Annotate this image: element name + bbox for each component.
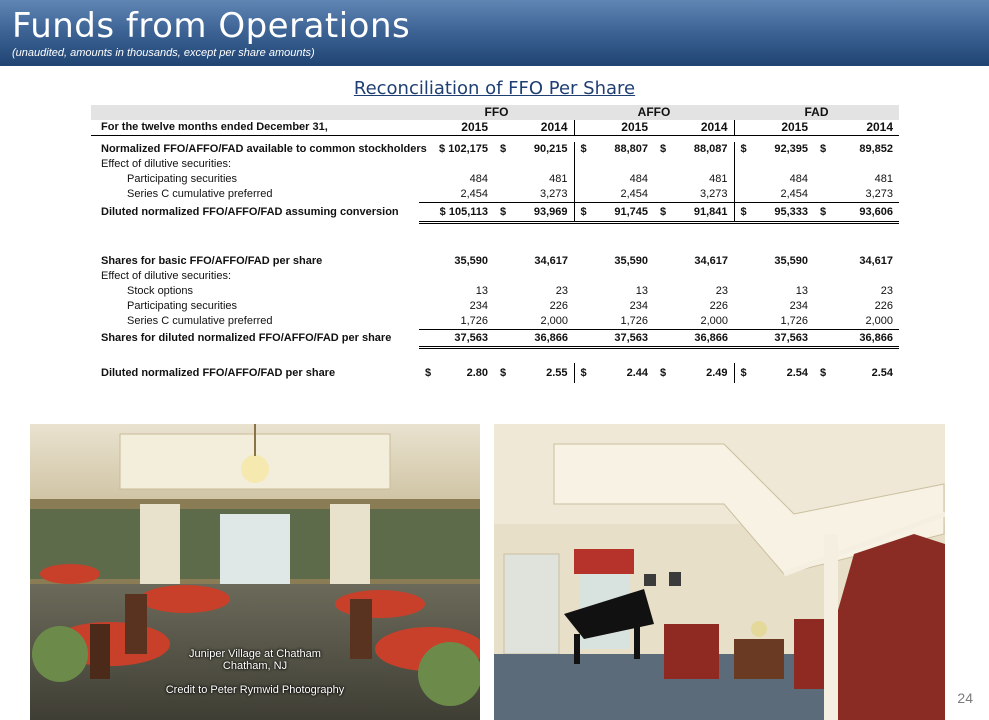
table-row: Participating securities 234 226 234 226 234 226	[127, 300, 894, 312]
section-title: Reconciliation of FFO Per Share	[353, 78, 636, 99]
table-row: Shares for diluted normalized FFO/AFFO/FAD per share 37,563 36,866 37,563 36,866 37,563 36,866	[91, 330, 899, 348]
table-row: Stock options 13 23 13 23 13 23	[127, 285, 894, 297]
table-row: Diluted normalized FFO/AFFO/FAD per share $ 2.80 $ 2.55 $ 2.44 $ 2.49 $ 2.54 $ 2.54	[91, 363, 899, 383]
photo-caption-location: Juniper Village at Chatham Chatham, NJ	[189, 648, 321, 672]
dining-room-illustration	[30, 424, 480, 720]
group-header-row	[91, 105, 899, 120]
year-ffo-2015: 2015	[419, 120, 494, 136]
year-ffo-2014: 2014	[494, 120, 574, 136]
table-row: Normalized FFO/AFFO/FAD available to common stockholders $ 102,175 $ 90,215 $ 88,807 $ 88,087 $ 92,395 $ 89,852	[101, 143, 894, 155]
table-row: Effect of dilutive securities:	[91, 157, 899, 172]
period-label: For the twelve months ended December 31,	[91, 120, 419, 136]
year-affo-2014: 2014	[654, 120, 734, 136]
page-title: Funds from Operations	[12, 6, 411, 46]
dining-room-photo	[30, 424, 480, 720]
table-row: Series C cumulative preferred 1,726 2,000 1,726 2,000 1,726 2,000	[127, 315, 894, 328]
group-ffo: FFO	[419, 105, 574, 120]
page-number: 24	[957, 690, 973, 706]
year-fad-2015: 2015	[734, 120, 814, 136]
page-subtitle: (unaudited, amounts in thousands, except per share amounts)	[12, 47, 315, 59]
currency-symbol: $	[439, 143, 446, 155]
staircase-photo	[494, 424, 945, 720]
reconciliation-table	[91, 105, 899, 383]
year-fad-2014: 2014	[814, 120, 899, 136]
table-row: Shares for basic FFO/AFFO/FAD per share 35,590 34,617 35,590 34,617 35,590 34,617	[101, 255, 894, 267]
table-row: Series C cumulative preferred 2,454 3,273 2,454 3,273 2,454 3,273	[91, 187, 899, 203]
title-banner	[0, 0, 989, 66]
year-affo-2015: 2015	[574, 120, 654, 136]
table-row: Effect of dilutive securities:	[101, 270, 232, 282]
year-header-row	[91, 120, 899, 136]
table-row: Participating securities 484 481 484 481 484 481	[127, 173, 894, 185]
table-row: Diluted normalized FFO/AFFO/FAD assuming conversion $ 105,113 $ 93,969 $ 91,745 $ 91,841 $ 95,333 $ 93,606	[91, 203, 899, 223]
staircase-illustration	[494, 424, 945, 720]
photo-caption-credit: Credit to Peter Rymwid Photography	[165, 684, 345, 696]
group-fad: FAD	[734, 105, 899, 120]
group-affo: AFFO	[574, 105, 734, 120]
